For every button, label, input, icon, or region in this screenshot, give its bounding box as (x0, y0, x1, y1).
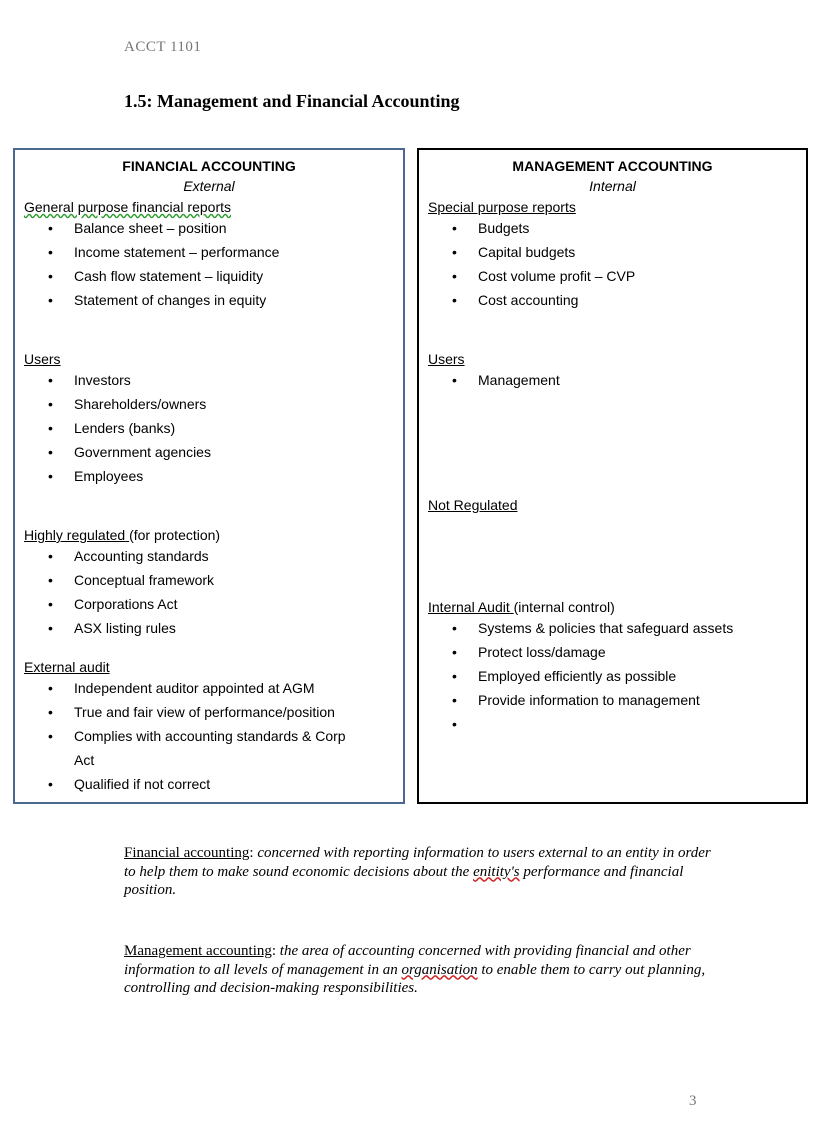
financial-accounting-box (13, 148, 405, 804)
misspelled-word: organisation (401, 961, 478, 978)
definition-term: Management accounting (124, 943, 272, 959)
course-header: ACCT 1101 (124, 39, 202, 55)
list-item: • Income statement – performance (24, 240, 279, 264)
management-accounting-box (417, 148, 808, 804)
list-item: • Protect loss/damage (428, 640, 733, 664)
list-item: • Investors (24, 368, 211, 392)
list-item: • ASX listing rules (24, 616, 214, 640)
list-item: • Independent auditor appointed at AGM (24, 676, 346, 700)
financial-users-label: Users (24, 351, 61, 367)
list-item: • Management (428, 368, 560, 392)
section-title: 1.5: Management and Financial Accounting (124, 91, 460, 111)
management-audit-label (428, 598, 615, 616)
management-subheading: Internal (589, 178, 636, 194)
list-item: • Cash flow statement – liquidity (24, 264, 279, 288)
financial-reports-label: General purpose financial reports (24, 199, 232, 215)
definition-text: performance and financial position. (124, 863, 684, 898)
list-item: • Employed efficiently as possible (428, 664, 733, 688)
list-item: • True and fair view of performance/position (24, 700, 346, 724)
list-item: • Government agencies (24, 440, 211, 464)
management-reports-label: Special purpose reports (428, 199, 576, 215)
list-item: • Employees (24, 464, 211, 488)
regulated-label-text: Highly regulated (24, 527, 126, 543)
misspelled-word: enitity's (473, 863, 520, 880)
list-item: • Conceptual framework (24, 568, 214, 592)
financial-users-list (24, 368, 211, 488)
financial-accounting-definition: Financial accounting: concerned with reporting information to users external to an entity in order to help them to make sound economic decisions about the enitity's performance and financial position. (124, 845, 711, 898)
page-number: 3 (689, 1093, 697, 1109)
management-heading: MANAGEMENT ACCOUNTING (512, 158, 713, 174)
definition-term: Financial accounting (124, 845, 250, 861)
list-item-continuation: Act (74, 752, 95, 768)
regulated-note: (for protection) (129, 527, 221, 543)
financial-heading: FINANCIAL ACCOUNTING (122, 158, 296, 174)
management-users-label: Users (428, 351, 465, 367)
financial-subheading: External (183, 178, 235, 194)
management-accounting-definition: Management accounting: the area of accounting concerned with providing financial and other information to all levels of management in an organisation to enable them to carry out planning, controlling and decision-making responsibilities. (124, 943, 706, 996)
list-item: • Capital budgets (428, 240, 635, 264)
definition-text: concerned with reporting information to users external to an entity in order to help them to make sound economic decisions about the (124, 845, 711, 880)
definition-text: to enable them to carry out planning, controlling and decision-making responsibilities. (124, 961, 706, 996)
management-users-list (428, 368, 560, 392)
audit-label-text: Internal Audit (428, 599, 510, 615)
list-item: • Systems & policies that safeguard assets (428, 616, 733, 640)
management-audit-list (428, 616, 733, 712)
financial-reports-list (24, 216, 279, 312)
list-item: • Accounting standards (24, 544, 214, 568)
list-item: • Shareholders/owners (24, 392, 211, 416)
list-item: • Corporations Act (24, 592, 214, 616)
list-item: • Cost volume profit – CVP (428, 264, 635, 288)
list-item: • Cost accounting (428, 288, 635, 312)
financial-audit-list (24, 676, 346, 796)
list-item: • Statement of changes in equity (24, 288, 279, 312)
list-item: • Complies with accounting standards & Corp (24, 724, 346, 748)
financial-regulated-label (24, 526, 220, 544)
management-not-regulated-label: Not Regulated (428, 497, 518, 513)
financial-audit-label: External audit (24, 659, 110, 675)
definition-text: the area of accounting concerned with providing financial and other information to all levels of management in an (124, 943, 691, 978)
list-item: • Lenders (banks) (24, 416, 211, 440)
financial-regulated-list (24, 544, 214, 640)
management-reports-list (428, 216, 635, 312)
list-item: • Provide information to management (428, 688, 733, 712)
list-item: • Balance sheet – position (24, 216, 279, 240)
list-item: • Qualified if not correct (24, 772, 346, 796)
audit-note: (internal control) (513, 599, 615, 615)
list-item: • Budgets (428, 216, 635, 240)
